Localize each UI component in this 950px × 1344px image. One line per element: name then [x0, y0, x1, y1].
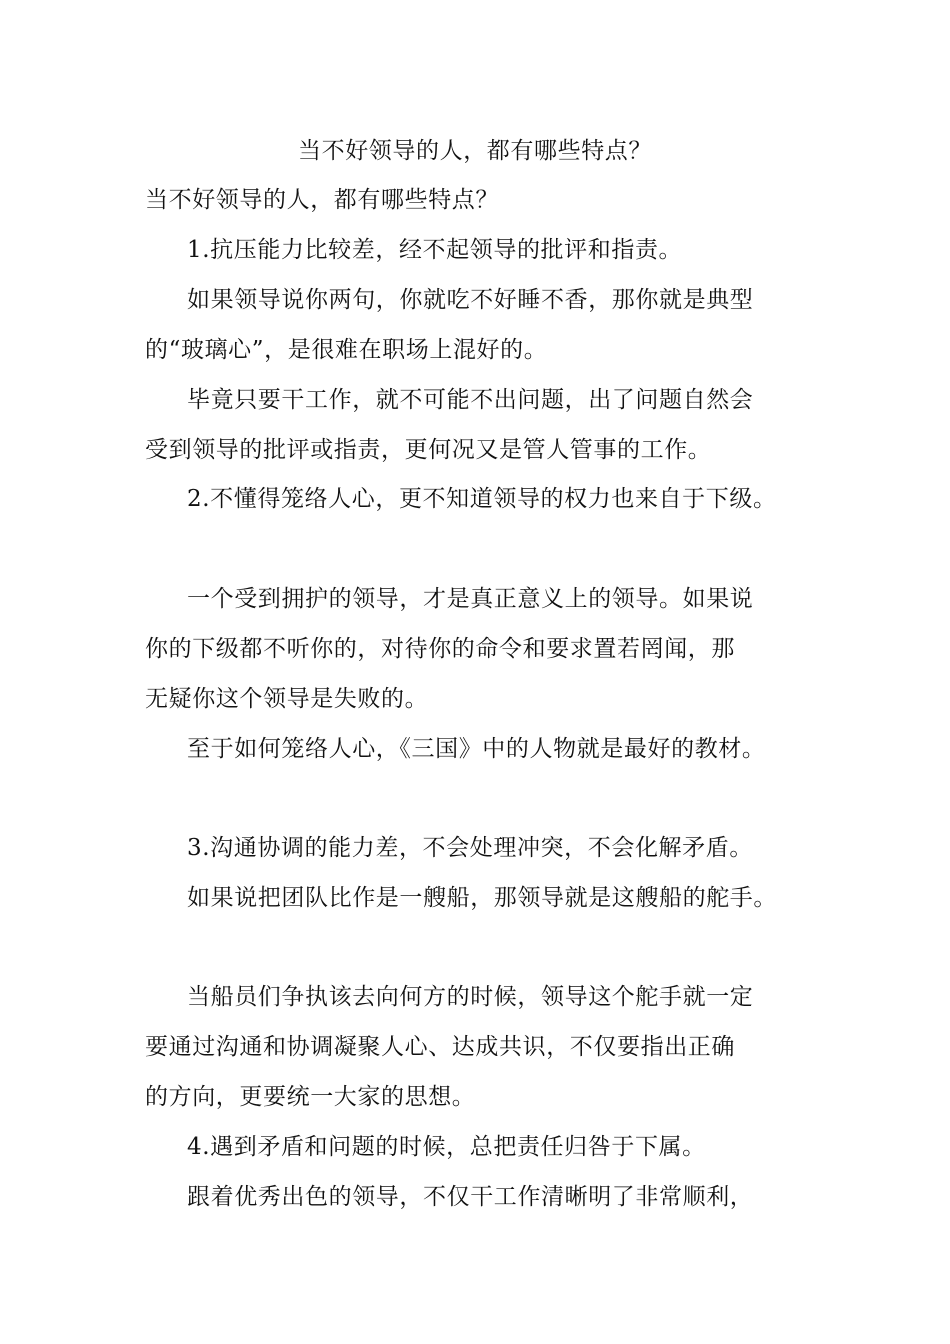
text-line: 毕竟只要干工作，就不可能不出问题，出了问题自然会 — [187, 387, 754, 413]
text-line: 2.不懂得笼络人心，更不知道领导的权力也来自于下级。 — [187, 486, 777, 512]
text-line: 的“玻璃心”，是很难在职场上混好的。 — [145, 337, 548, 363]
text-line: 一个受到拥护的领导，才是真正意义上的领导。如果说 — [187, 586, 754, 612]
text-line: 受到领导的批评或指责，更何况又是管人管事的工作。 — [145, 437, 712, 463]
text-line: 如果领导说你两句，你就吃不好睡不香，那你就是典型 — [187, 287, 754, 313]
text-line: 当船员们争执该去向何方的时候，领导这个舵手就一定 — [187, 984, 754, 1010]
document-title: 当不好领导的人，都有哪些特点？ — [298, 138, 652, 164]
text-line: 1.抗压能力比较差，经不起领导的批评和指责。 — [187, 237, 683, 263]
text-line: 要通过沟通和协调凝聚人心、达成共识，不仅要指出正确 — [145, 1034, 735, 1060]
text-line: 当不好领导的人，都有哪些特点？ — [145, 187, 499, 213]
text-line: 你的下级都不听你的，对待你的命令和要求置若罔闻，那 — [145, 636, 735, 662]
text-line: 如果说把团队比作是一艘船，那领导就是这艘船的舵手。 — [187, 885, 777, 911]
text-line: 至于如何笼络人心，《三国》中的人物就是最好的教材。 — [187, 736, 766, 762]
text-line: 的方向，更要统一大家的思想。 — [145, 1084, 476, 1110]
text-line: 3.沟通协调的能力差，不会处理冲突，不会化解矛盾。 — [187, 835, 753, 861]
text-line: 跟着优秀出色的领导，不仅干工作清晰明了非常顺利， — [187, 1184, 754, 1210]
text-line: 4.遇到矛盾和问题的时候，总把责任归咎于下属。 — [187, 1134, 706, 1160]
text-line: 无疑你这个领导是失败的。 — [145, 686, 429, 712]
